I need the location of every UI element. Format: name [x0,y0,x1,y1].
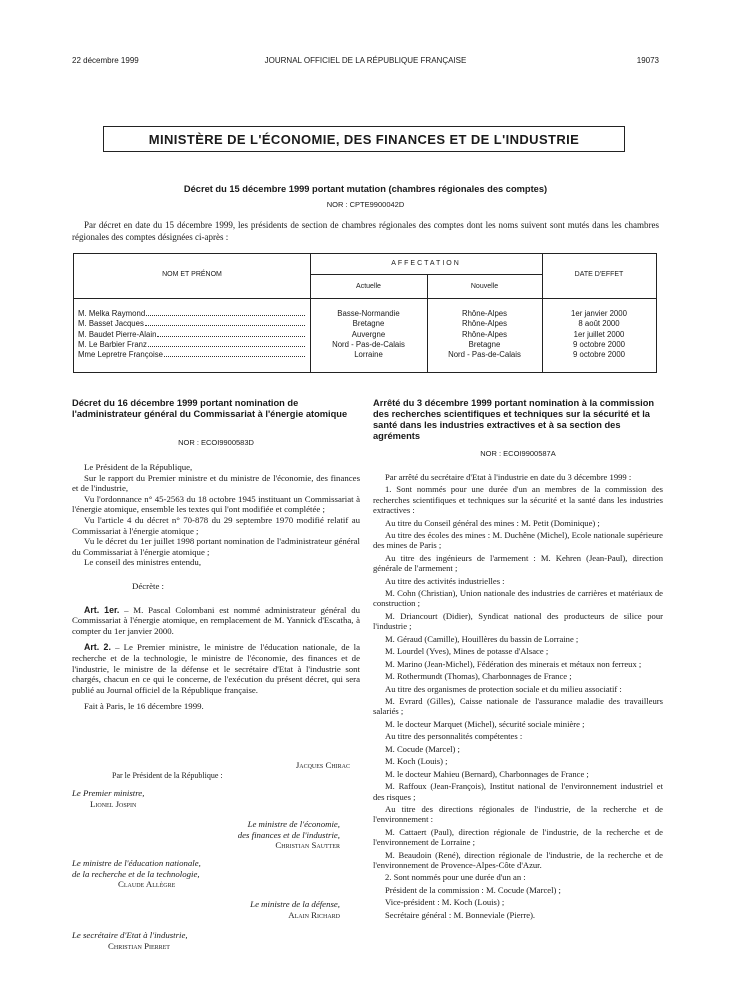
cell-name: M. Baudet Pierre-Alain [78,329,157,339]
table-row [74,319,656,329]
arrete-para: M. Marino (Jean-Michel), Fédération des minerais et métaux non ferreux ; [385,658,642,669]
arrete-nor: NOR : ECOI9900587A [480,449,556,458]
arrete-title: Arrêté du 3 décembre 1999 portant nomination à la commission des recherches scientifiques et techniques sur la sécurité et la santé dans les industries extractives et à sa section des agréments [373,398,655,441]
sig-def-name: Alain Richard [288,909,340,920]
decret1-title: Décret du 15 décembre 1999 portant mutation (chambres régionales des comptes) [183,184,548,194]
arrete-para: 1. Sont nommés pour une durée d'un an membres de la commission des recherches scientifiques et techniques sur la sécurité et la santé dans les industries extractives : [373,484,663,516]
sig-pm-title: Le Premier ministre, [72,788,145,798]
decret2-fait: Fait à Paris, le 16 décembre 1999. [84,701,204,712]
arrete-para: M. Raffoux (Jean-François), Institut national de l'environnement industriel et des risques ; [373,781,663,802]
arrete-para: Au titre des directions régionales de l'industrie, de la recherche et de l'environnement : [373,804,663,825]
cell-name: M. Melka Raymond [78,309,146,318]
arrete-para: M. Cohn (Christian), Union nationale des industries de carrières et matériaux de construction ; [373,588,663,609]
cell-nouvelle: Rhône-Alpes [461,309,508,318]
arrete-para: Au titre du Conseil général des mines : M. Petit (Dominique) ; [385,517,600,528]
arrete-para: M. Lourdel (Yves), Mines de potasse d'Alsace ; [385,646,549,657]
col-header-name: NOM ET PRÉNOM [162,271,222,278]
arrete-body [373,472,663,922]
arrete-para: Président de la commission : M. Cocude (Marcel) ; [385,884,561,895]
col-header-date: DATE D'EFFET [574,271,624,278]
arrete-para: 2. Sont nommés pour une durée d'un an : [385,872,526,883]
cell-actuelle: Nord - Pas-de-Calais [332,339,405,349]
arrete-para: Au titre des ingénieurs de l'armement : M. Kehren (Jean-Paul), direction générale de l'armement ; [373,552,663,574]
cell-nouvelle: Bretagne [468,339,501,349]
decret2-para: Vu le décret du 1er juillet 1998 portant nomination de l'administrateur général du Commissariat à l'énergie atomique ; [72,536,360,557]
art1-label: Art. 1er. [84,604,120,615]
signer-name: Jacques Chirac [295,760,350,770]
sig-edu-title: Le ministre de l'éducation nationale, [72,858,201,868]
table-row [74,350,656,360]
arrete-para: M. Driancourt (Didier), Syndicat national des producteurs de silice pour l'industrie ; [373,610,663,632]
decret2-para: Le conseil des ministres entendu, [84,557,202,568]
table-row [74,340,656,350]
arrete-para: Au titre des écoles des mines : M. Duchêne (Michel), Ecole nationale supérieure des mines de Paris ; [373,530,663,551]
ministry-title-box [103,126,625,152]
arrete-para: M. Cocude (Marcel) ; [385,743,460,754]
decret2-nor: NOR : ECOI9900583D [178,438,254,447]
decret2-decrete: Décrète : [132,580,164,591]
cell-actuelle: Bretagne [352,319,385,329]
cell-date: 8 août 2000 [578,319,620,329]
cell-actuelle: Lorraine [354,350,383,360]
par-le-president: Par le Président de la République : [112,771,223,780]
decret1-intro: Par décret en date du 15 décembre 1999, les présidents de section de chambres régionales des comptes dont les noms suivent sont mutés dans les chambres régionales des comptes désignées ci-après : [72,220,659,242]
decret2-para: Vu l'ordonnance n° 45-2563 du 18 octobre 1945 instituant un Commissariat à l'énergie atomique, ensemble les textes qui l'ont modifiée et complétée ; [72,493,360,515]
table-divider [74,298,656,299]
table-divider [310,274,542,275]
arrete-para: M. Rothermundt (Thomas), Charbonnages de France ; [385,671,572,682]
sig-edu-title: de la recherche et de la technologie, [72,868,200,879]
cell-nouvelle: Rhône-Alpes [461,319,508,329]
cell-date: 1er janvier 2000 [571,309,627,318]
cell-name: M. Le Barbier Franz [78,339,147,349]
header-page-number: 19073 [636,56,659,65]
mutation-table [73,253,657,373]
decret1-nor: NOR : CPTE9900042D [326,200,405,209]
ministry-title: MINISTÈRE DE L'ÉCONOMIE, DES FINANCES ET DE L'INDUSTRIE [148,131,580,147]
cell-name: Mme Lepretre Françoise [78,350,163,360]
col-header-nouvelle: Nouvelle [470,283,499,290]
cell-date: 9 octobre 2000 [572,339,626,349]
arrete-para: M. Cattaert (Paul), direction régionale de l'industrie, de la recherche et de l'environnement de Lorraine ; [373,826,663,848]
sig-eco-title: Le ministre de l'économie, [247,819,340,829]
arrete-para: Au titre des personnalités compétentes : [385,731,523,742]
sig-edu-name: Claude Allègre [118,879,176,890]
decret2-para: Sur le rapport du Premier ministre et du ministre de l'économie, des finances et de l'industrie, [72,472,360,494]
header-date: 22 décembre 1999 [72,56,139,65]
cell-date: 9 octobre 2000 [572,350,626,360]
sig-ind-name: Christian Pierret [108,940,170,951]
sig-ind-title: Le secrétaire d'Etat à l'industrie, [72,930,188,940]
arrete-para: Au titre des activités industrielles : [385,575,505,586]
arrete-para: Vice-président : M. Koch (Louis) ; [385,897,505,908]
arrete-para: Secrétaire général : M. Bonneviale (Pierre). [385,909,536,920]
table-row [74,330,656,340]
arrete-para: Par arrêté du secrétaire d'Etat à l'industrie en date du 3 décembre 1999 : [385,472,632,482]
art2-label: Art. 2. [84,642,111,653]
sig-eco-name: Christian Sautter [275,840,340,851]
arrete-para: M. le docteur Marquet (Michel), sécurité sociale minière ; [385,718,585,729]
arrete-para: M. Géraud (Camille), Houillères du bassin de Lorraine ; [385,633,579,644]
sig-eco-title: des finances et de l'industrie, [237,829,340,840]
decret2-para: Le Président de la République, [84,462,193,472]
cell-actuelle: Basse-Normandie [337,309,400,318]
decret2-title: Décret du 16 décembre 1999 portant nomination de l'administrateur général du Commissariat à l'énergie atomique [72,398,348,419]
arrete-para: M. Evrard (Gilles), Caisse nationale de l'assurance maladie des travailleurs salariés ; [373,696,663,717]
col-header-actuelle: Actuelle [356,283,381,290]
cell-date: 1er juillet 2000 [573,329,625,339]
decret2-body [72,462,360,712]
decret2-para: Vu l'article 4 du décret n° 70-878 du 29 septembre 1970 modifié relatif au Commissariat à l'énergie atomique ; [72,514,360,536]
table-row [74,309,656,319]
col-header-affectation: AFFECTATION [391,260,461,267]
art2-text: – Le Premier ministre, le ministre de l'éducation nationale, de la recherche et de la technologie, le ministre de l'économie, des finances et de l'industrie, le ministre de la défense et le secrétaire d'Etat à l'industrie sont chargés, chacun en ce qui le concerne, de l'exécution du présent décret, qui sera publié au Journal officiel de la République française. [72,642,361,695]
sig-def-title: Le ministre de la défense, [250,899,340,909]
sig-pm-name: Lionel Jospin [90,798,137,809]
arrete-para: M. Koch (Louis) ; [385,756,448,767]
arrete-para: Au titre des organismes de protection sociale et du milieu associatif : [385,683,622,694]
cell-nouvelle: Nord - Pas-de-Calais [448,350,521,360]
art1-text: – M. Pascal Colombani est nommé administrateur général du Commissariat à l'énergie atomique, en remplacement de M. Yannick d'Escatha, à compter du 1er janvier 2000. [72,604,360,636]
cell-nouvelle: Rhône-Alpes [461,329,508,339]
cell-actuelle: Auvergne [351,329,386,339]
cell-name: M. Basset Jacques [78,319,144,329]
header-journal-title: JOURNAL OFFICIEL DE LA RÉPUBLIQUE FRANÇAISE [264,56,467,65]
arrete-para: M. le docteur Mahieu (Bernard), Charbonnages de France ; [385,768,589,779]
arrete-para: M. Beaudoin (René), direction régionale de l'industrie, de la recherche et de l'environnement de Provence-Alpes-Côte d'Azur. [373,849,663,870]
